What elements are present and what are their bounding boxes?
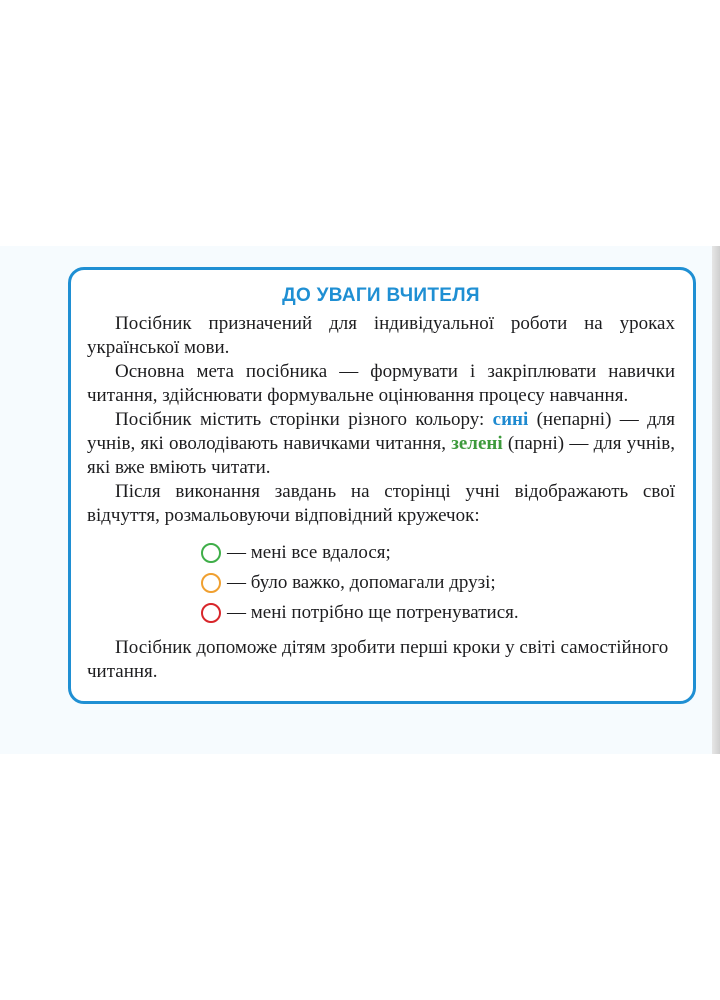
orange-circle-icon [201, 573, 221, 593]
legend-text-practice: — мені потрібно ще потренуватися. [227, 602, 519, 623]
blue-pages-word: сині [492, 409, 529, 430]
legend-row-practice [201, 598, 675, 628]
paragraph-self-assessment: Після виконання завдань на сторінці учні відображають свої відчуття, розмальовуючи відповідний кружечок: [87, 481, 675, 526]
page-colors-text-3: (парні) — для учнів, які вже вміють читати. [87, 433, 675, 478]
legend-text-success: — мені все вдалося; [227, 542, 391, 563]
page-colors-text-1: Посібник містить сторінки різного кольору: [115, 409, 493, 430]
paragraph-goal: Основна мета посібника — формувати і закріплювати навички читання, здійснювати формувальне оцінювання процесу навчання. [87, 361, 675, 406]
legend-row-success [201, 538, 675, 568]
legend-text-difficult: — було важко, допомагали друзі; [227, 572, 496, 593]
legend-row-difficult [201, 568, 675, 598]
note-title: ДО УВАГИ ВЧИТЕЛЯ [282, 285, 480, 306]
self-assessment-legend [201, 538, 675, 628]
green-circle-icon [201, 543, 221, 563]
paragraph-page-colors [87, 408, 675, 480]
page-colors-text-2: (непарні) — для учнів, які оволодівають навичками читання, [87, 409, 676, 454]
red-circle-icon [201, 603, 221, 623]
paragraph-purpose: Посібник призначений для індивідуальної роботи на уроках української мови. [87, 313, 675, 358]
page-edge [712, 246, 720, 754]
paragraph-closing: Посібник допоможе дітям зробити перші кроки у світі самостійного читання. [87, 637, 669, 682]
green-pages-word: зелені [451, 433, 503, 454]
teacher-note-box [68, 267, 696, 704]
